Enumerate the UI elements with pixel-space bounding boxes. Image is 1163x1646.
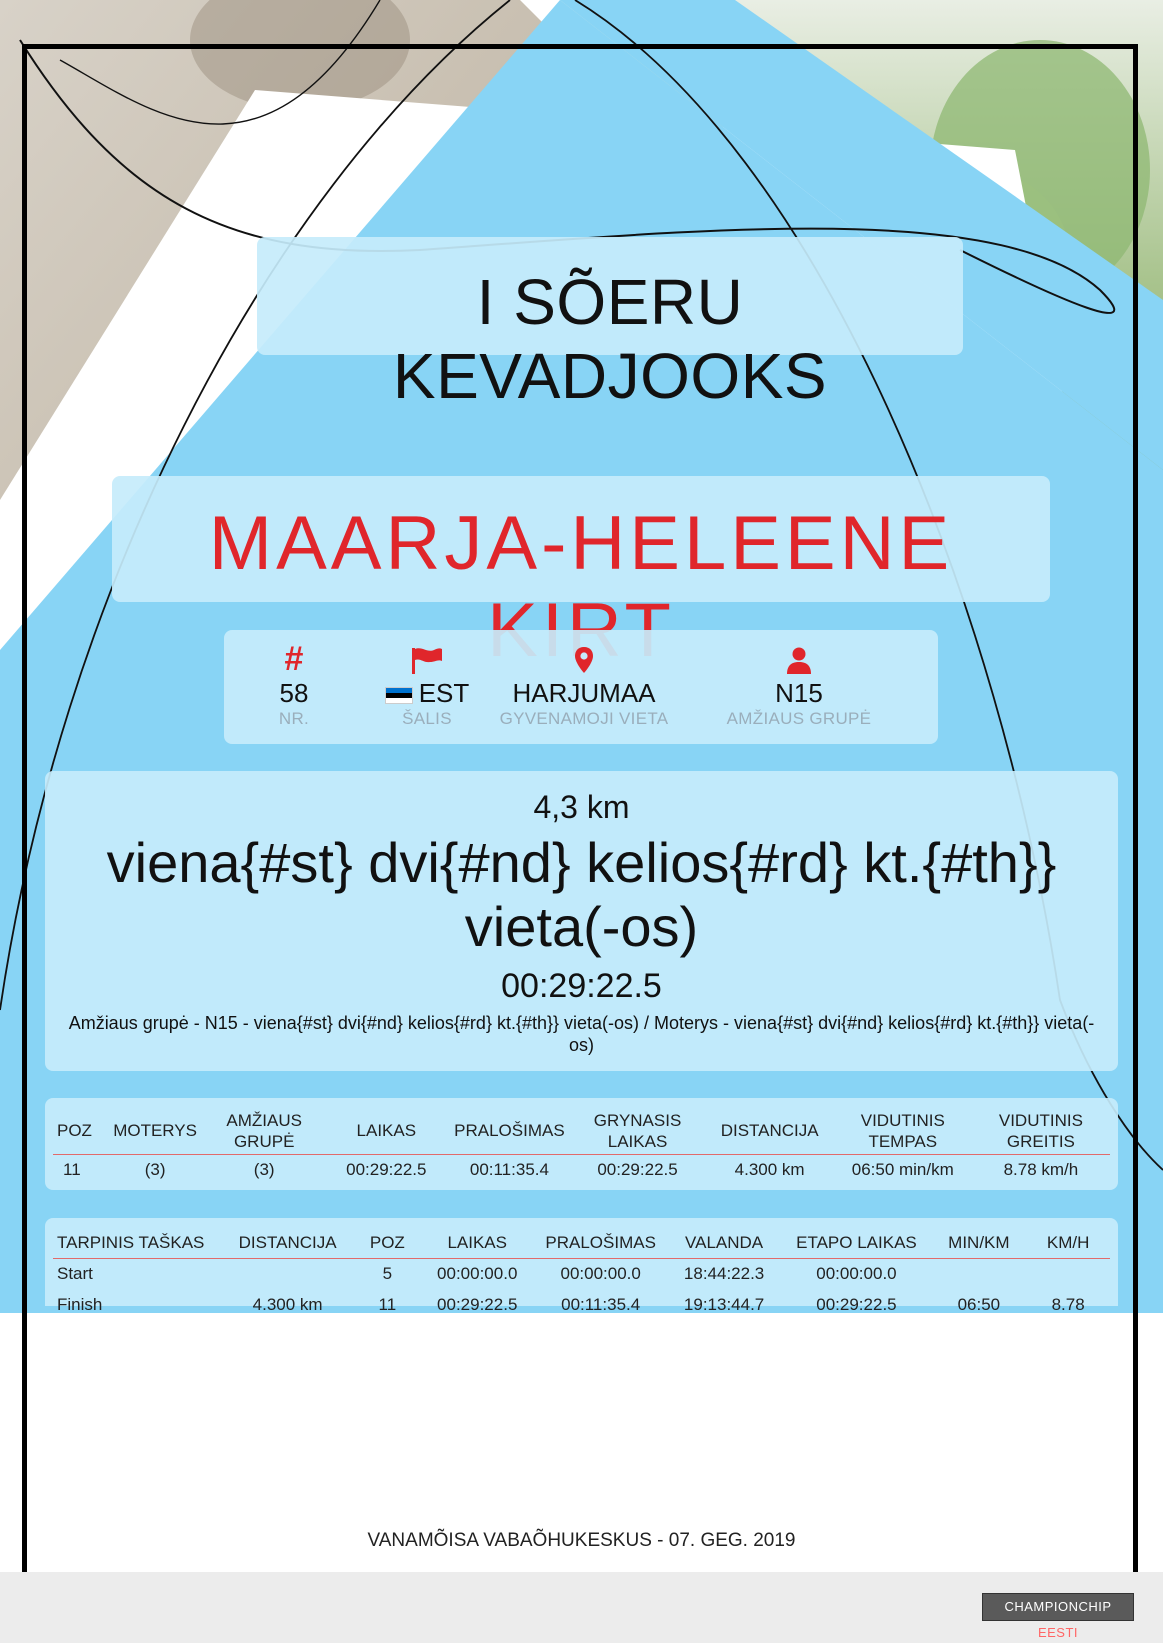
table-cell: 8.78 km/h xyxy=(1003,1160,1079,1180)
table-cell: (3) xyxy=(253,1160,275,1180)
event-location-date: VANAMÕISA VABAÕHUKESKUS - 07. GEG. 2019 xyxy=(367,1530,796,1551)
bib-number-label: NR. xyxy=(278,709,310,728)
table-cell: 11 xyxy=(378,1294,397,1314)
table-cell: 18:44:22.3 xyxy=(683,1263,765,1283)
table-cell: 00:29:22.5 xyxy=(597,1160,678,1180)
location-pin-icon xyxy=(494,644,674,674)
column-header: MOTERYS xyxy=(113,1120,197,1140)
table-cell: Finish xyxy=(57,1294,103,1314)
table-header-row xyxy=(53,1108,1110,1154)
splits-table xyxy=(53,1228,1110,1320)
event-title-panel xyxy=(257,237,963,412)
age-group-label: AMŽIAUS GRUPĖ xyxy=(726,709,872,728)
table-cell: 00:29:22.5 xyxy=(346,1160,427,1180)
column-header: MIN/KM xyxy=(948,1232,1010,1252)
table-row xyxy=(53,1154,1110,1186)
column-header: TARPINIS TAŠKAS xyxy=(57,1232,205,1252)
table-row xyxy=(53,1289,1110,1320)
table-cell: 4.300 km xyxy=(734,1160,805,1180)
overall-place: viena{#st} dvi{#nd} kelios{#rd} kt.{#th}} vieta(-os) xyxy=(106,831,1057,958)
column-header: GRYNASIS LAIKAS xyxy=(593,1110,682,1151)
column-header: VALANDA xyxy=(685,1232,764,1252)
category-places: Amžiaus grupė - N15 - viena{#st} dvi{#nd} kelios{#rd} kt.{#th}} vieta(-os) / Moterys - viena{#st} dvi{#nd} kelios{#rd} kt.{#th}} vieta(-os) xyxy=(68,1013,1095,1055)
athlete-name: MAARJA-HELEENE xyxy=(208,501,954,586)
table-cell: (3) xyxy=(144,1160,166,1180)
athlete-name-panel xyxy=(112,476,1050,602)
flag-icon xyxy=(352,644,502,674)
summary-table-panel xyxy=(45,1098,1118,1190)
bib-number-item xyxy=(244,640,344,729)
column-header: PRALOŠIMAS xyxy=(545,1232,656,1252)
residence-item xyxy=(494,644,674,729)
column-header: VIDUTINIS GREITIS xyxy=(998,1110,1083,1151)
table-cell: 5 xyxy=(382,1263,393,1283)
race-distance: 4,3 km xyxy=(533,789,630,825)
table-cell: 00:29:22.5 xyxy=(437,1294,518,1314)
table-cell: 00:11:35.4 xyxy=(469,1160,549,1180)
table-cell: 00:00:00.0 xyxy=(816,1263,897,1283)
column-header: LAIKAS xyxy=(356,1120,417,1140)
table-cell: 00:00:00.0 xyxy=(560,1263,641,1283)
hash-icon: # xyxy=(284,640,304,678)
table-cell: 00:29:22.5 xyxy=(816,1294,897,1314)
country-label: ŠALIS xyxy=(402,709,452,728)
country-item xyxy=(352,644,502,729)
table-cell xyxy=(220,1258,354,1289)
table-cell: 8.78 xyxy=(1051,1294,1085,1314)
column-header: ETAPO LAIKAS xyxy=(796,1232,917,1252)
summary-table xyxy=(53,1108,1110,1186)
table-cell: 00:00:00.0 xyxy=(437,1263,518,1283)
column-header: AMŽIAUS GRUPĖ xyxy=(226,1110,302,1151)
residence-label: GYVENAMOJI VIETA xyxy=(499,709,669,728)
country-code: EST xyxy=(418,678,470,708)
logo-accent-text: EESTI xyxy=(1037,1625,1079,1640)
table-cell: 19:13:44.7 xyxy=(683,1294,765,1314)
person-icon xyxy=(724,644,874,674)
column-header: POZ xyxy=(369,1232,405,1252)
residence: HARJUMAA xyxy=(512,678,656,708)
table-row xyxy=(53,1258,1110,1289)
table-cell: Start xyxy=(57,1263,93,1283)
table-cell: 06:50 xyxy=(957,1294,1001,1314)
bib-number: 58 xyxy=(279,678,309,708)
logo-text: CHAMPIONCHIP xyxy=(1004,1599,1112,1614)
column-header: POZ xyxy=(57,1120,92,1140)
age-group-item xyxy=(724,644,874,729)
table-cell: 00:11:35.4 xyxy=(561,1294,641,1314)
column-header: VIDUTINIS TEMPAS xyxy=(860,1110,945,1151)
column-header: DISTANCIJA xyxy=(720,1120,819,1140)
championchip-logo[interactable] xyxy=(982,1593,1134,1640)
table-cell: 4.300 km xyxy=(252,1294,323,1314)
column-header: PRALOŠIMAS xyxy=(454,1120,565,1140)
estonia-flag-icon xyxy=(385,687,413,704)
table-header-row xyxy=(53,1228,1110,1258)
column-header: LAIKAS xyxy=(447,1232,507,1252)
event-title: I SÕERU KEVADJOOKS xyxy=(392,266,828,412)
table-cell: 06:50 min/km xyxy=(851,1160,954,1180)
splits-table-panel xyxy=(45,1218,1118,1314)
column-header: KM/H xyxy=(1046,1232,1090,1252)
athlete-info-panel xyxy=(224,630,938,744)
column-header: DISTANCIJA xyxy=(238,1232,337,1252)
result-panel xyxy=(45,771,1118,1071)
table-cell xyxy=(931,1258,1026,1289)
table-cell: 11 xyxy=(63,1160,81,1180)
age-group: N15 xyxy=(775,678,823,708)
table-cell xyxy=(1026,1258,1110,1289)
finish-time: 00:29:22.5 xyxy=(501,967,662,1005)
